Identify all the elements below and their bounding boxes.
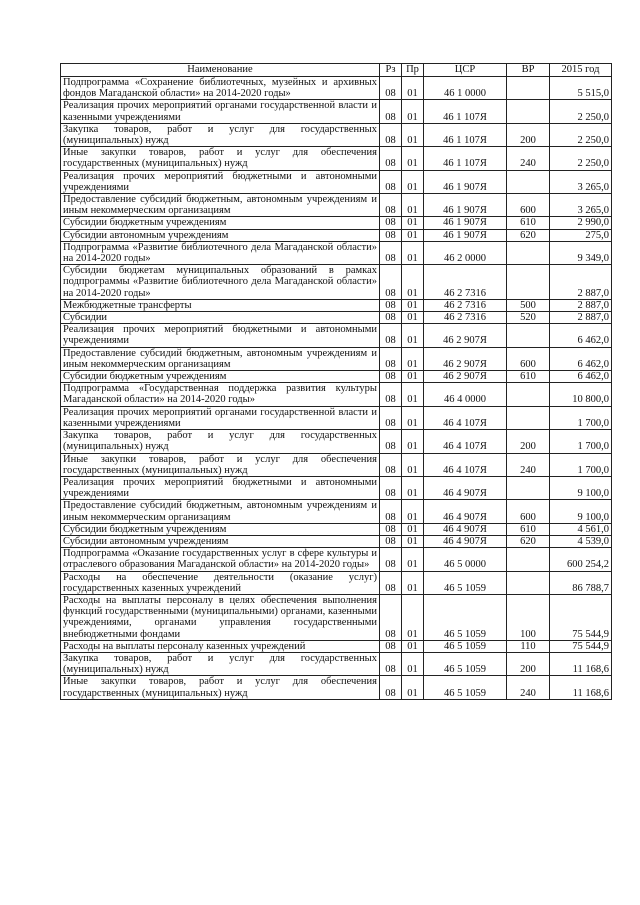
row-rz: 08 (380, 571, 402, 594)
row-name: Предоставление субсидий бюджетным, автономным учреждениям и иным некоммерческим организациям (61, 500, 380, 523)
row-amount: 9 100,0 (550, 476, 612, 499)
row-vr (507, 383, 550, 406)
row-pr: 01 (402, 676, 424, 699)
row-csr: 46 1 907Я (424, 194, 507, 217)
row-csr: 46 2 7316 (424, 265, 507, 300)
row-csr: 46 2 907Я (424, 347, 507, 370)
row-amount: 2 990,0 (550, 217, 612, 229)
row-name: Подпрограмма «Сохранение библиотечных, музейных и архивных фондов Магаданской области» на 2014-2020 годы» (61, 77, 380, 100)
row-rz: 08 (380, 194, 402, 217)
row-vr (507, 265, 550, 300)
row-amount: 2 887,0 (550, 265, 612, 300)
row-pr: 01 (402, 476, 424, 499)
row-rz: 08 (380, 217, 402, 229)
row-pr: 01 (402, 347, 424, 370)
table-row (61, 77, 612, 100)
row-vr: 620 (507, 229, 550, 241)
table-row (61, 383, 612, 406)
row-name: Подпрограмма «Государственная поддержка развития культуры Магаданской области» на 2014-2020 годы» (61, 383, 380, 406)
row-csr: 46 2 7316 (424, 312, 507, 324)
row-rz: 08 (380, 676, 402, 699)
row-pr: 01 (402, 640, 424, 652)
header-rz: Рз (380, 64, 402, 77)
table-row (61, 476, 612, 499)
row-csr: 46 2 7316 (424, 299, 507, 311)
row-amount: 3 265,0 (550, 194, 612, 217)
row-pr: 01 (402, 571, 424, 594)
row-amount: 11 168,6 (550, 652, 612, 675)
row-pr: 01 (402, 523, 424, 535)
row-vr: 200 (507, 123, 550, 146)
table-row (61, 406, 612, 429)
row-rz: 08 (380, 535, 402, 547)
row-vr: 610 (507, 371, 550, 383)
row-pr: 01 (402, 371, 424, 383)
row-csr: 46 4 907Я (424, 523, 507, 535)
table-row (61, 371, 612, 383)
row-csr: 46 5 1059 (424, 676, 507, 699)
row-csr: 46 4 907Я (424, 535, 507, 547)
table-row (61, 194, 612, 217)
row-pr: 01 (402, 265, 424, 300)
row-rz: 08 (380, 77, 402, 100)
row-pr: 01 (402, 500, 424, 523)
row-vr: 610 (507, 523, 550, 535)
row-name: Реализация прочих мероприятий бюджетными и автономными учреждениями (61, 324, 380, 347)
row-csr: 46 5 0000 (424, 548, 507, 571)
row-amount: 275,0 (550, 229, 612, 241)
row-name: Субсидии бюджетным учреждениям (61, 217, 380, 229)
row-amount: 86 788,7 (550, 571, 612, 594)
row-name: Межбюджетные трансферты (61, 299, 380, 311)
row-pr: 01 (402, 194, 424, 217)
row-csr: 46 1 0000 (424, 77, 507, 100)
row-rz: 08 (380, 312, 402, 324)
row-amount: 1 700,0 (550, 453, 612, 476)
row-vr: 200 (507, 652, 550, 675)
row-vr (507, 324, 550, 347)
row-vr: 520 (507, 312, 550, 324)
table-row (61, 548, 612, 571)
row-pr: 01 (402, 453, 424, 476)
row-rz: 08 (380, 229, 402, 241)
row-rz: 08 (380, 652, 402, 675)
row-rz: 08 (380, 476, 402, 499)
table-row (61, 676, 612, 699)
table-row (61, 347, 612, 370)
table-row (61, 594, 612, 640)
row-pr: 01 (402, 77, 424, 100)
row-name: Субсидии (61, 312, 380, 324)
row-pr: 01 (402, 299, 424, 311)
row-pr: 01 (402, 241, 424, 264)
row-csr: 46 4 907Я (424, 476, 507, 499)
row-rz: 08 (380, 383, 402, 406)
row-csr: 46 4 0000 (424, 383, 507, 406)
row-amount: 6 462,0 (550, 347, 612, 370)
row-pr: 01 (402, 548, 424, 571)
table-row (61, 217, 612, 229)
row-amount: 3 265,0 (550, 170, 612, 193)
row-csr: 46 5 1059 (424, 594, 507, 640)
row-vr: 240 (507, 453, 550, 476)
row-csr: 46 1 107Я (424, 100, 507, 123)
row-vr (507, 170, 550, 193)
row-rz: 08 (380, 324, 402, 347)
row-amount: 4 539,0 (550, 535, 612, 547)
row-amount: 2 250,0 (550, 147, 612, 170)
row-amount: 9 100,0 (550, 500, 612, 523)
table-row (61, 123, 612, 146)
row-rz: 08 (380, 640, 402, 652)
table-row (61, 430, 612, 453)
header-csr: ЦСР (424, 64, 507, 77)
row-pr: 01 (402, 406, 424, 429)
row-csr: 46 4 907Я (424, 500, 507, 523)
row-csr: 46 1 907Я (424, 170, 507, 193)
row-name: Субсидии автономным учреждениям (61, 535, 380, 547)
row-name: Предоставление субсидий бюджетным, автономным учреждениям и иным некоммерческим организациям (61, 194, 380, 217)
row-amount: 2 887,0 (550, 312, 612, 324)
row-pr: 01 (402, 383, 424, 406)
header-year: 2015 год (550, 64, 612, 77)
row-name: Субсидии автономным учреждениям (61, 229, 380, 241)
row-vr: 610 (507, 217, 550, 229)
row-name: Реализация прочих мероприятий органами государственной власти и казенными учреждениями (61, 406, 380, 429)
budget-document (60, 63, 611, 700)
table-row (61, 299, 612, 311)
table-row (61, 100, 612, 123)
table-header-row (61, 64, 612, 77)
row-name: Закупка товаров, работ и услуг для государственных (муниципальных) нужд (61, 123, 380, 146)
row-rz: 08 (380, 147, 402, 170)
row-csr: 46 1 907Я (424, 229, 507, 241)
row-vr (507, 100, 550, 123)
row-pr: 01 (402, 324, 424, 347)
table-row (61, 265, 612, 300)
header-name: Наименование (61, 64, 380, 77)
row-name: Закупка товаров, работ и услуг для государственных (муниципальных) нужд (61, 652, 380, 675)
row-name: Реализация прочих мероприятий органами государственной власти и казенными учреждениями (61, 100, 380, 123)
row-amount: 5 515,0 (550, 77, 612, 100)
row-vr: 240 (507, 147, 550, 170)
row-csr: 46 1 907Я (424, 217, 507, 229)
row-vr: 600 (507, 347, 550, 370)
row-vr: 200 (507, 430, 550, 453)
row-pr: 01 (402, 535, 424, 547)
table-row (61, 652, 612, 675)
row-vr: 110 (507, 640, 550, 652)
table-row (61, 640, 612, 652)
row-rz: 08 (380, 241, 402, 264)
row-vr (507, 241, 550, 264)
row-csr: 46 1 107Я (424, 123, 507, 146)
row-rz: 08 (380, 371, 402, 383)
row-vr (507, 406, 550, 429)
row-name: Предоставление субсидий бюджетным, автономным учреждениям и иным некоммерческим организациям (61, 347, 380, 370)
table-row (61, 535, 612, 547)
row-rz: 08 (380, 265, 402, 300)
table-row (61, 500, 612, 523)
row-name: Субсидии бюджетам муниципальных образований в рамках подпрограммы «Развитие библиотечного дела Магаданской области» на 2014-2020 годы» (61, 265, 380, 300)
row-vr: 100 (507, 594, 550, 640)
header-pr: Пр (402, 64, 424, 77)
row-vr: 620 (507, 535, 550, 547)
row-name: Расходы на выплаты персоналу казенных учреждений (61, 640, 380, 652)
row-rz: 08 (380, 594, 402, 640)
row-vr (507, 571, 550, 594)
row-rz: 08 (380, 548, 402, 571)
header-vr: ВР (507, 64, 550, 77)
row-name: Реализация прочих мероприятий бюджетными и автономными учреждениями (61, 170, 380, 193)
row-name: Субсидии бюджетным учреждениям (61, 371, 380, 383)
row-name: Расходы на выплаты персоналу в целях обеспечения выполнения функций государственными (муниципальными) органами, казенными учреждениями, органами управления государственными внебюджетными фондами (61, 594, 380, 640)
row-rz: 08 (380, 430, 402, 453)
row-pr: 01 (402, 170, 424, 193)
row-rz: 08 (380, 170, 402, 193)
row-rz: 08 (380, 123, 402, 146)
row-amount: 2 887,0 (550, 299, 612, 311)
row-csr: 46 2 0000 (424, 241, 507, 264)
row-amount: 10 800,0 (550, 383, 612, 406)
row-name: Подпрограмма «Развитие библиотечного дела Магаданской области» на 2014-2020 годы» (61, 241, 380, 264)
row-name: Расходы на обеспечение деятельности (оказание услуг) государственных казенных учреждений (61, 571, 380, 594)
row-amount: 9 349,0 (550, 241, 612, 264)
row-vr (507, 548, 550, 571)
row-pr: 01 (402, 147, 424, 170)
row-name: Подпрограмма «Оказание государственных услуг в сфере культуры и отраслевого образования Магаданской области» на 2014-2020 годы» (61, 548, 380, 571)
row-vr: 600 (507, 500, 550, 523)
row-amount: 2 250,0 (550, 123, 612, 146)
row-pr: 01 (402, 594, 424, 640)
row-name: Иные закупки товаров, работ и услуг для обеспечения государственных (муниципальных) нужд (61, 676, 380, 699)
row-amount: 1 700,0 (550, 406, 612, 429)
row-amount: 6 462,0 (550, 324, 612, 347)
row-amount: 11 168,6 (550, 676, 612, 699)
row-csr: 46 1 107Я (424, 147, 507, 170)
row-csr: 46 5 1059 (424, 640, 507, 652)
table-row (61, 312, 612, 324)
row-pr: 01 (402, 217, 424, 229)
row-amount: 75 544,9 (550, 640, 612, 652)
row-vr: 600 (507, 194, 550, 217)
table-row (61, 324, 612, 347)
row-pr: 01 (402, 100, 424, 123)
row-csr: 46 4 107Я (424, 430, 507, 453)
table-row (61, 571, 612, 594)
row-amount: 1 700,0 (550, 430, 612, 453)
row-csr: 46 2 907Я (424, 371, 507, 383)
row-name: Иные закупки товаров, работ и услуг для обеспечения государственных (муниципальных) нужд (61, 147, 380, 170)
row-rz: 08 (380, 523, 402, 535)
row-csr: 46 5 1059 (424, 652, 507, 675)
row-vr: 240 (507, 676, 550, 699)
row-name: Иные закупки товаров, работ и услуг для обеспечения государственных (муниципальных) нужд (61, 453, 380, 476)
row-rz: 08 (380, 347, 402, 370)
row-rz: 08 (380, 100, 402, 123)
row-pr: 01 (402, 652, 424, 675)
row-csr: 46 5 1059 (424, 571, 507, 594)
table-row (61, 229, 612, 241)
row-pr: 01 (402, 312, 424, 324)
row-amount: 6 462,0 (550, 371, 612, 383)
row-name: Реализация прочих мероприятий бюджетными и автономными учреждениями (61, 476, 380, 499)
row-amount: 2 250,0 (550, 100, 612, 123)
row-rz: 08 (380, 500, 402, 523)
row-vr (507, 476, 550, 499)
table-row (61, 170, 612, 193)
budget-table (60, 63, 612, 700)
row-rz: 08 (380, 453, 402, 476)
row-pr: 01 (402, 229, 424, 241)
row-csr: 46 4 107Я (424, 406, 507, 429)
row-name: Закупка товаров, работ и услуг для государственных (муниципальных) нужд (61, 430, 380, 453)
row-amount: 600 254,2 (550, 548, 612, 571)
row-csr: 46 2 907Я (424, 324, 507, 347)
row-amount: 75 544,9 (550, 594, 612, 640)
row-vr (507, 77, 550, 100)
row-rz: 08 (380, 406, 402, 429)
row-csr: 46 4 107Я (424, 453, 507, 476)
table-row (61, 523, 612, 535)
table-row (61, 453, 612, 476)
row-rz: 08 (380, 299, 402, 311)
row-name: Субсидии бюджетным учреждениям (61, 523, 380, 535)
table-row (61, 241, 612, 264)
row-vr: 500 (507, 299, 550, 311)
table-row (61, 147, 612, 170)
row-pr: 01 (402, 123, 424, 146)
row-amount: 4 561,0 (550, 523, 612, 535)
row-pr: 01 (402, 430, 424, 453)
table-body (61, 77, 612, 700)
